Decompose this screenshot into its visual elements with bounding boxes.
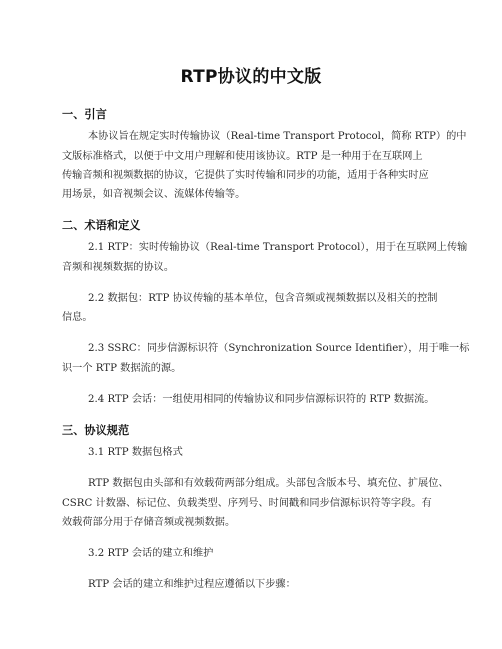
paragraph-line: RTP 数据包由头部和有效载荷两部分组成。头部包含版本号、填充位、扩展位、 <box>88 478 449 489</box>
paragraph-line: 识一个 RTP 数据流的源。 <box>62 363 182 374</box>
paragraph-line: RTP 会话的建立和维护过程应遵循以下步骤： <box>88 579 296 590</box>
subsection-title: 3.1 RTP 数据包格式 <box>88 447 183 458</box>
section-heading-terms: 二、术语和定义 <box>62 219 141 232</box>
page-title: RTP协议的中文版 <box>180 67 322 87</box>
paragraph-line: 效载荷部分用于存储音频或视频数据。 <box>62 517 236 528</box>
paragraph-line: 用场景，如音视频会议、流媒体传输等。 <box>62 189 246 200</box>
paragraph-line: 2.4 RTP 会话：一组使用相同的传输协议和同步信源标识符的 RTP 数据流。 <box>88 394 435 405</box>
paragraph-line: 信息。 <box>62 312 93 323</box>
paragraph-line: 文版标准格式，以便于中文用户理解和使用该协议。RTP 是一种用于在互联网上 <box>62 151 423 162</box>
section-heading-protocol-spec: 三、协议规范 <box>62 424 130 437</box>
section-heading-introduction: 一、引言 <box>62 108 107 121</box>
paragraph-line: CSRC 计数器、标记位、负载类型、序列号、时间戳和同步信源标识符等字段。有 <box>62 498 432 509</box>
paragraph-line: 音频和视频数据的协议。 <box>62 262 175 273</box>
paragraph-line: 传输音频和视频数据的协议，它提供了实时传输和同步的功能，适用于各种实时应 <box>62 170 429 181</box>
paragraph-line: 2.2 数据包：RTP 协议传输的基本单位，包含音频或视频数据以及相关的控制 <box>88 293 438 304</box>
paragraph-line: 2.3 SSRC：同步信源标识符（Synchronization Source Identifier），用于唯一标 <box>88 343 470 354</box>
paragraph-line: 本协议旨在规定实时传输协议（Real-time Transport Protocol，简称 RTP）的中 <box>88 131 467 142</box>
paragraph-line: 2.1 RTP：实时传输协议（Real-time Transport Protocol），用于在互联网上传输 <box>88 242 468 253</box>
subsection-title: 3.2 RTP 会话的建立和维护 <box>88 548 214 559</box>
